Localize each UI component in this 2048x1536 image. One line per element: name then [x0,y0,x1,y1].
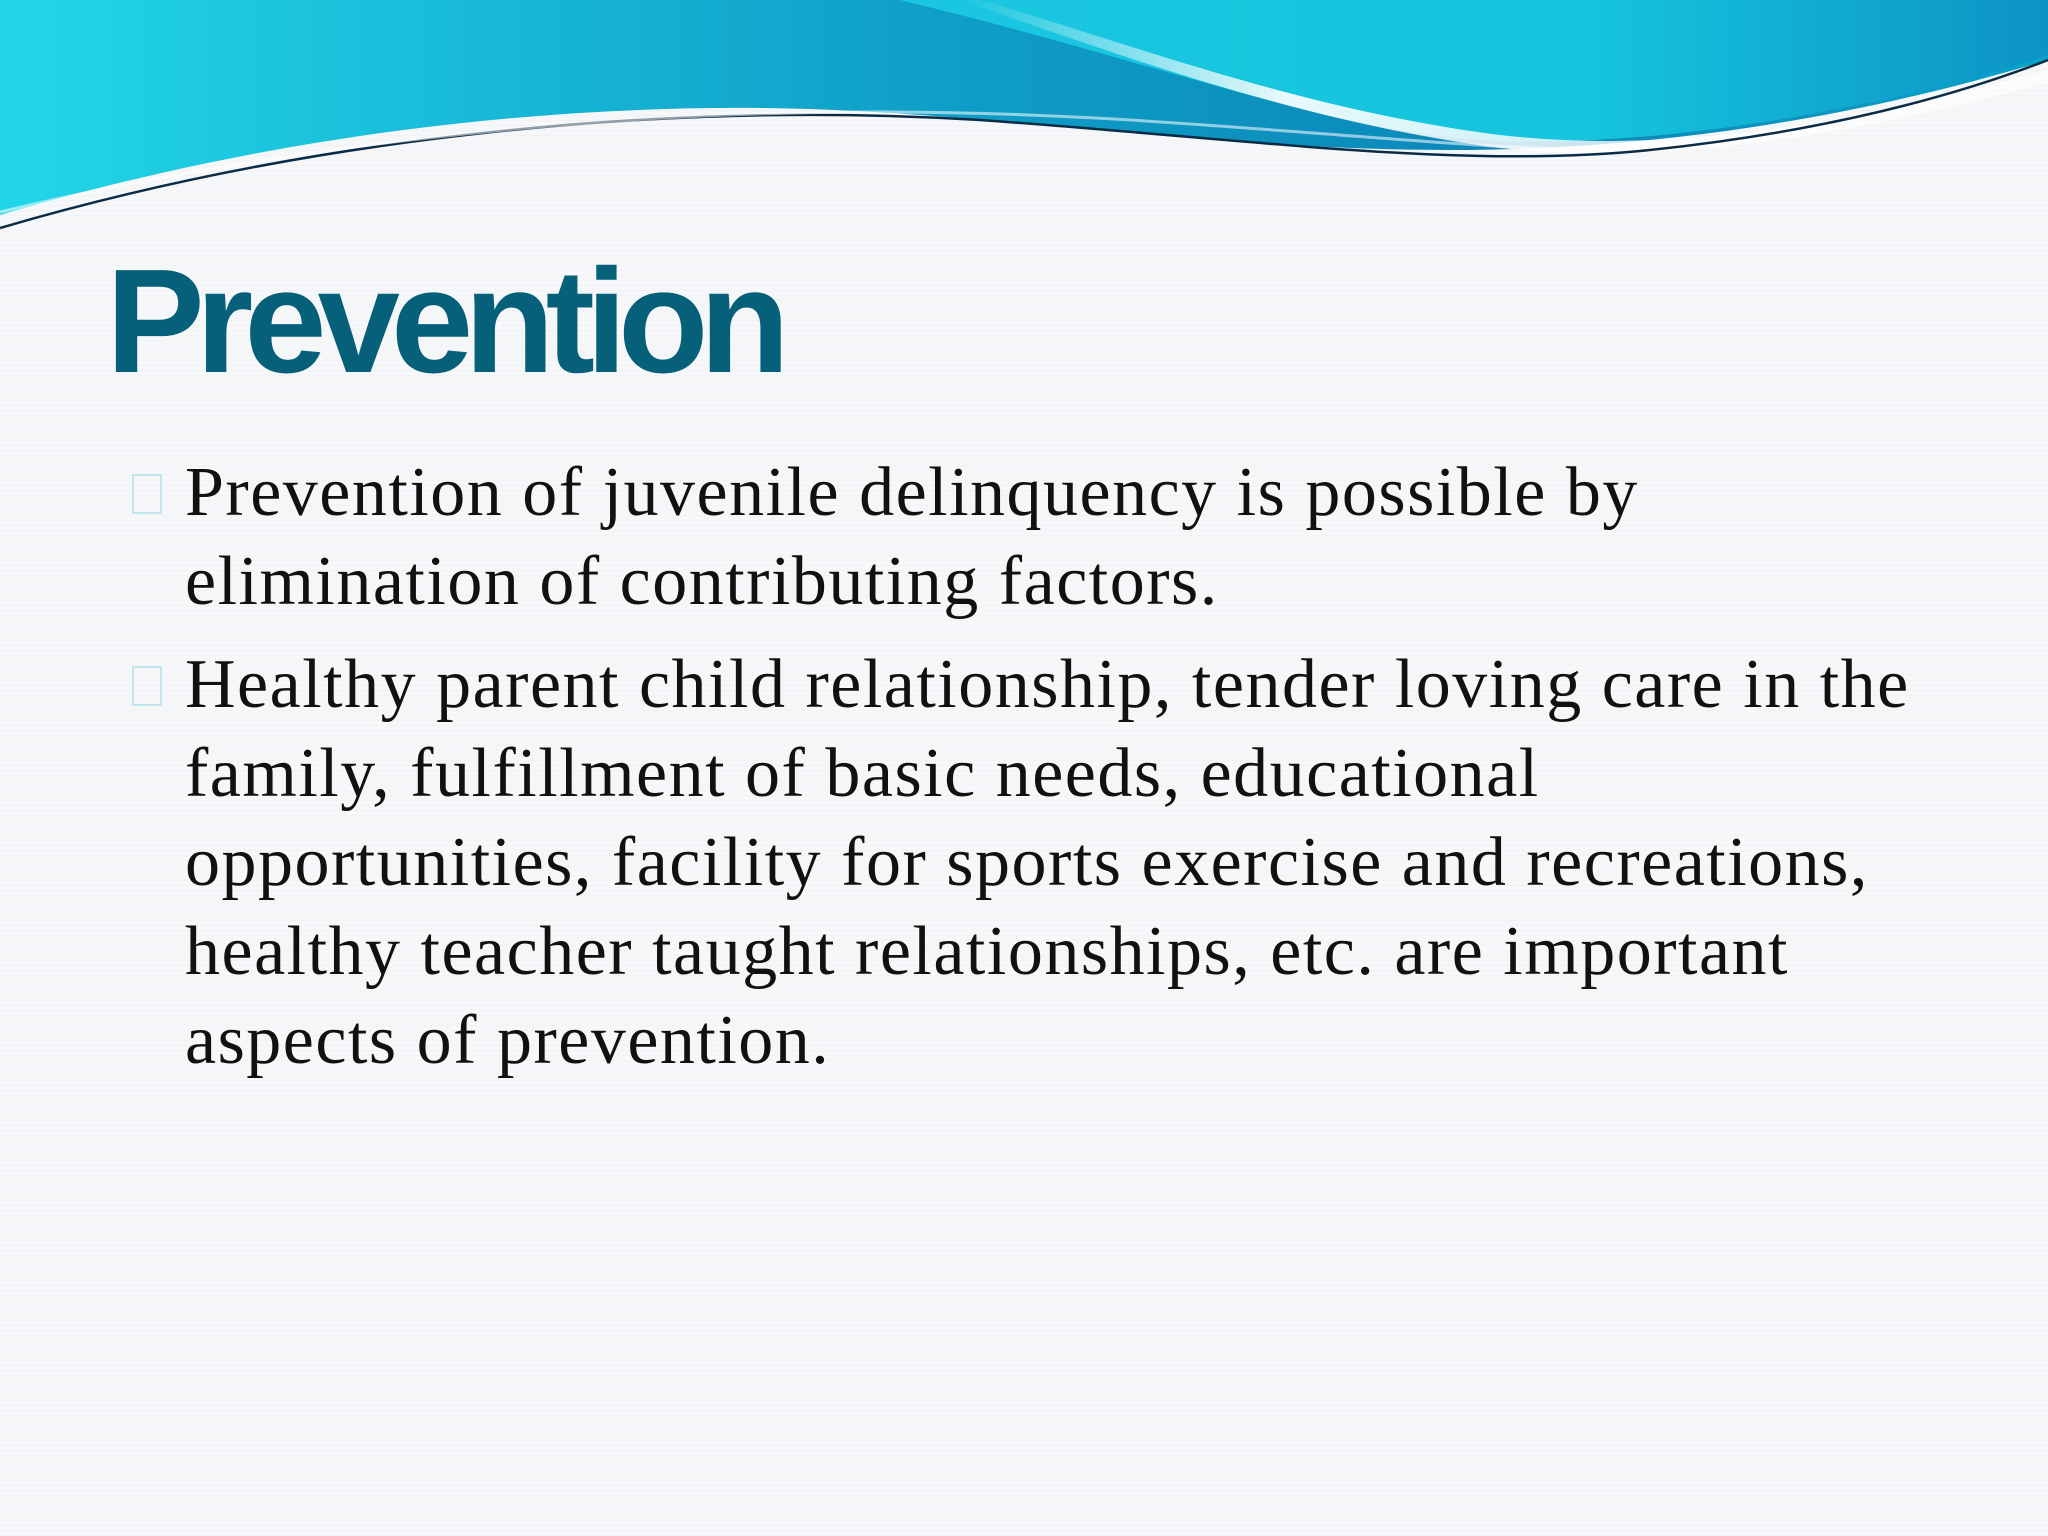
header-wave-decoration [0,0,2048,240]
bullet-list [130,448,1930,1099]
slide-title: Prevention [106,239,781,404]
bullet-item [130,448,1930,626]
bullet-square-icon [132,474,162,514]
bullet-text: Healthy parent child relationship, tender loving care in the family, fulfillment of basic needs, educational opportunities, facility for sports exercise and recreations, healthy teacher taught relationships, etc. are important aspects of prevention. [185,646,1910,1079]
bullet-square-icon [132,666,162,706]
bullet-text: Prevention of juvenile delinquency is possible by elimination of contributing factors. [185,454,1639,620]
bullet-item [130,640,1930,1085]
